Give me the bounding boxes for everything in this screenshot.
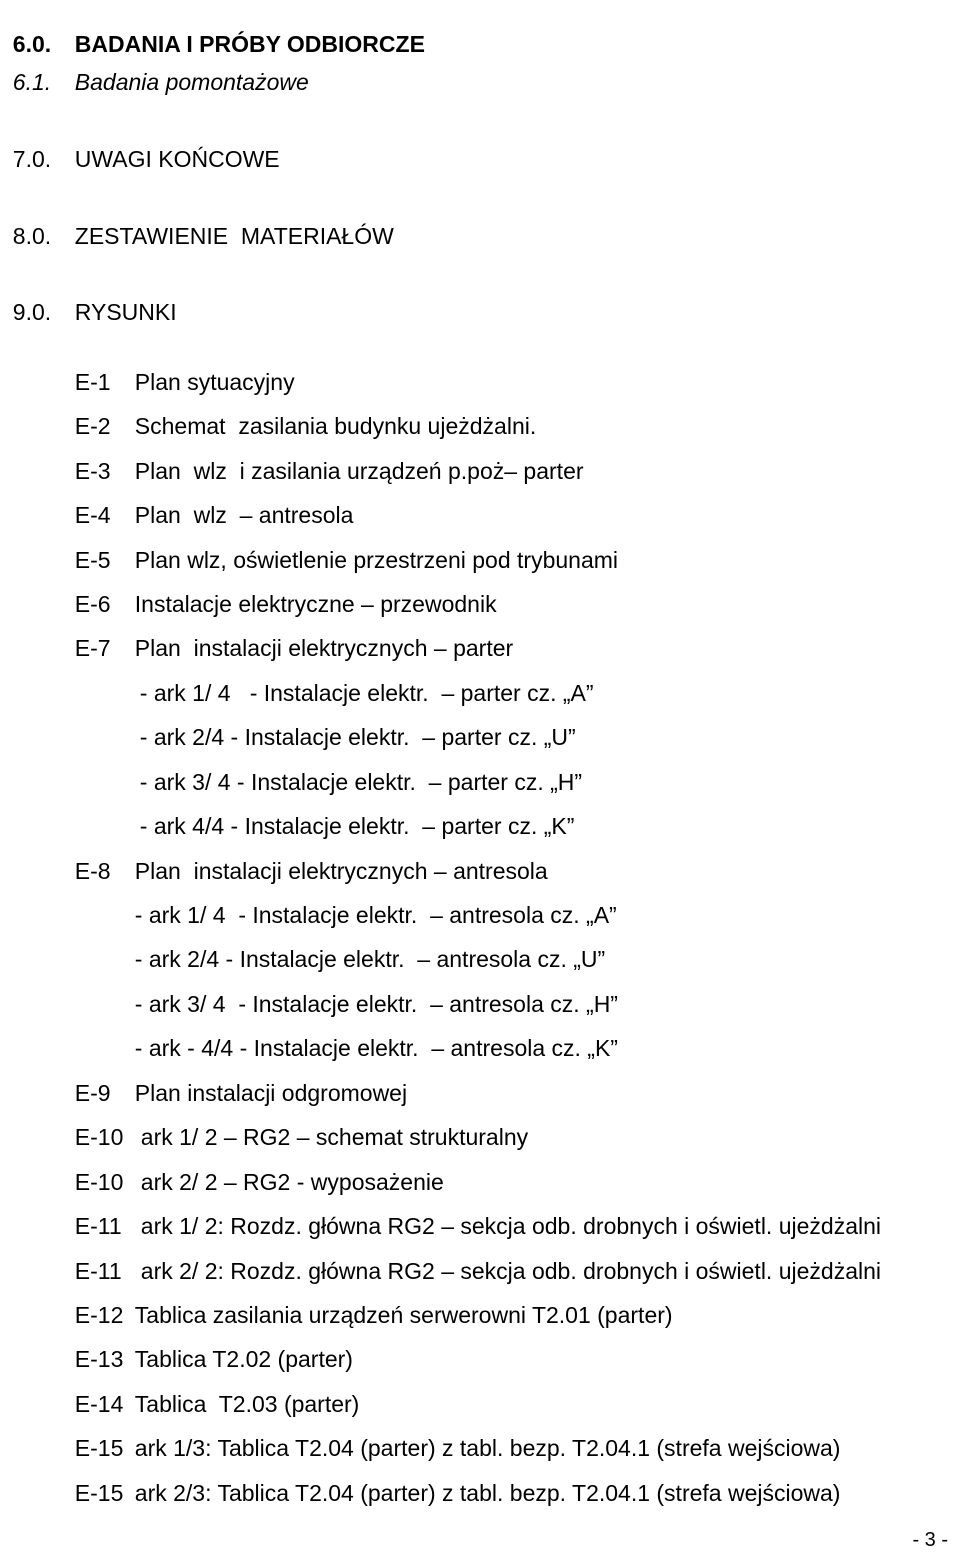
drawing-code: E-12	[74, 1302, 124, 1328]
drawing-title: ark 2/ 2 – RG2 - wyposażenie	[140, 1169, 444, 1195]
drawing-code: E-10	[74, 1124, 124, 1150]
drawing-code: E-8	[74, 858, 111, 884]
drawing-code: E-3	[74, 458, 111, 484]
drawing-title: Plan sytuacyjny	[134, 369, 295, 395]
drawing-code: E-13	[74, 1346, 124, 1372]
heading-text: Badania pomontażowe	[74, 69, 309, 95]
heading-text: UWAGI KOŃCOWE	[74, 146, 280, 172]
drawing-sheet-text: - ark 3/ 4 - Instalacje elektr. – parter cz. „H”	[139, 769, 583, 795]
heading-number: 7.0.	[12, 146, 52, 172]
drawing-code: E-2	[74, 413, 111, 439]
drawing-code: E-14	[74, 1391, 124, 1417]
drawing-sheet-text: - ark 1/ 4 - Instalacje elektr. – parter cz. „A”	[139, 680, 594, 706]
drawing-title: ark 2/ 2: Rozdz. główna RG2 – sekcja odb. drobnych i oświetl. ujeżdżalni	[140, 1258, 881, 1284]
drawing-title: ark 2/3: Tablica T2.04 (parter) z tabl. bezp. T2.04.1 (strefa wejściowa)	[134, 1480, 841, 1506]
heading-text: RYSUNKI	[74, 299, 177, 325]
drawing-title: Plan wlz i zasilania urządzeń p.poż– parter	[134, 458, 584, 484]
drawing-title: Tablica T2.03 (parter)	[134, 1391, 360, 1417]
drawing-sheet-text: - ark 3/ 4 - Instalacje elektr. – antresola cz. „H”	[134, 991, 618, 1017]
drawing-sheet-text: - ark 1/ 4 - Instalacje elektr. – antresola cz. „A”	[134, 902, 617, 928]
heading-number: 6.1.	[12, 69, 52, 95]
drawing-sheet-text: - ark - 4/4 - Instalacje elektr. – antresola cz. „K”	[134, 1035, 618, 1061]
heading-text: BADANIA I PRÓBY ODBIORCZE	[74, 31, 425, 57]
drawing-title: Plan instalacji elektrycznych – antresola	[134, 858, 548, 884]
drawing-sheet-text: - ark 2/4 - Instalacje elektr. – parter cz. „U”	[139, 724, 576, 750]
drawing-code: E-15	[74, 1480, 124, 1506]
drawing-code: E-11	[74, 1213, 122, 1239]
heading-number: 9.0.	[12, 299, 52, 325]
drawing-title: Schemat zasilania budynku ujeżdżalni.	[134, 413, 537, 439]
drawing-code: E-9	[74, 1080, 111, 1106]
drawing-title: Plan wlz – antresola	[134, 502, 354, 528]
drawing-code: E-4	[74, 502, 111, 528]
drawing-title: ark 1/ 2: Rozdz. główna RG2 – sekcja odb. drobnych i oświetl. ujeżdżalni	[140, 1213, 881, 1239]
drawing-title: Plan instalacji elektrycznych – parter	[134, 635, 514, 661]
drawing-code: E-5	[74, 547, 111, 573]
drawing-title: Instalacje elektryczne – przewodnik	[134, 591, 497, 617]
drawing-title: Tablica T2.02 (parter)	[134, 1346, 353, 1372]
heading-number: 8.0.	[12, 223, 52, 249]
heading-text: ZESTAWIENIE MATERIAŁÓW	[74, 223, 394, 249]
drawing-sheet-text: - ark 2/4 - Instalacje elektr. – antresola cz. „U”	[134, 946, 606, 972]
drawing-title: ark 1/3: Tablica T2.04 (parter) z tabl. bezp. T2.04.1 (strefa wejściowa)	[134, 1435, 841, 1461]
drawing-code: E-10	[74, 1169, 124, 1195]
drawing-code: E-11	[74, 1258, 122, 1284]
heading-9-0	[0, 270, 177, 326]
heading-8-0	[0, 194, 394, 250]
heading-6-1	[0, 40, 309, 96]
heading-number: 6.0.	[12, 31, 52, 57]
drawing-code: E-7	[74, 635, 111, 661]
drawing-item-e15-2	[62, 1451, 840, 1507]
drawing-title: Plan instalacji odgromowej	[134, 1080, 408, 1106]
heading-7-0	[0, 117, 280, 173]
drawing-code: E-6	[74, 591, 111, 617]
drawing-code: E-15	[74, 1435, 124, 1461]
page-number: - 3 -	[912, 1529, 948, 1551]
drawing-sheet-text: - ark 4/4 - Instalacje elektr. – parter cz. „K”	[139, 813, 575, 839]
drawing-title: ark 1/ 2 – RG2 – schemat strukturalny	[140, 1124, 529, 1150]
drawing-code: E-1	[74, 369, 111, 395]
drawing-title: Tablica zasilania urządzeń serwerowni T2.01 (parter)	[134, 1302, 673, 1328]
drawing-title: Plan wlz, oświetlenie przestrzeni pod trybunami	[134, 547, 619, 573]
